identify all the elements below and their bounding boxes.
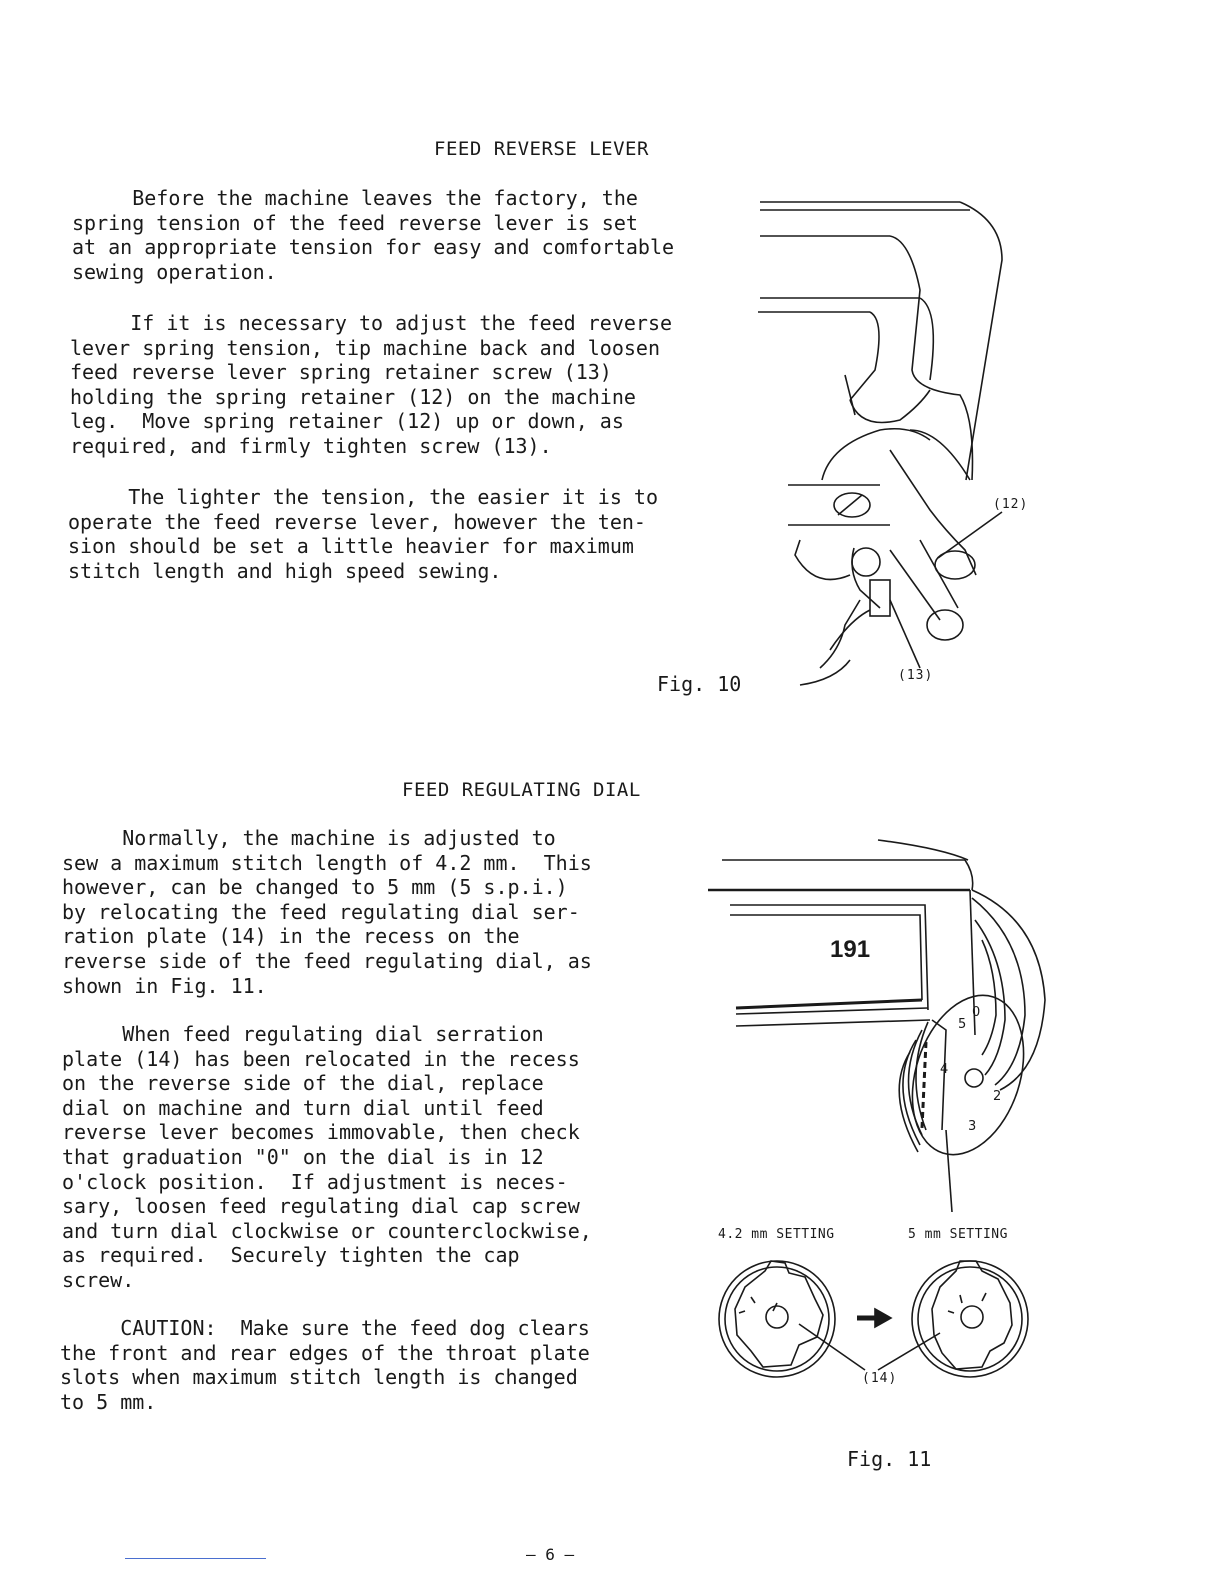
machine-model-number: 191: [830, 936, 871, 963]
fig10-lever-illustration: [740, 180, 1040, 700]
page-number: — 6 —: [526, 1545, 575, 1564]
leader-14: [795, 1318, 875, 1378]
section-title-feed-regulating-dial: FEED REGULATING DIAL: [402, 779, 641, 801]
dial-5mm-view: [900, 1255, 1050, 1385]
feed-reverse-paragraph-2: If it is necessary to adjust the feed reverse lever spring tension, tip machine back and loosen feed reverse lever spring retainer screw (13) holding the spring retainer (12) on the machine leg. Move spring retainer (12) up or down, as required, and firmly tighten screw (13).: [70, 311, 673, 458]
feed-dial-paragraph-1: Normally, the machine is adjusted to sew a maximum stitch length of 4.2 mm. This however, can be changed to 5 mm (5 s.p.i.) by relocating the feed regulating dial ser- ration plate (14) in the recess on the reverse side of the feed regulating dial, as shown in Fig. 11.: [62, 826, 592, 998]
section-title-feed-reverse-lever: FEED REVERSE LEVER: [434, 138, 649, 160]
feed-reverse-paragraph-3: The lighter the tension, the easier it is to operate the feed reverse lever, however the ten- sion should be set a little heavier for maximum stitch length and high speed sewing.: [68, 485, 659, 583]
dial-mark-3: 3: [968, 1119, 977, 1134]
callout-13: (13): [898, 668, 934, 683]
dial-mark-5: 5: [958, 1017, 967, 1032]
footer-rule: [125, 1558, 266, 1559]
feed-dial-paragraph-3: CAUTION: Make sure the feed dog clears the front and rear edges of the throat plate slots when maximum stitch length is changed to 5 mm.: [60, 1316, 590, 1414]
callout-14: (14): [862, 1371, 898, 1386]
label-4-2mm-setting: 4.2 mm SETTING: [718, 1227, 835, 1242]
fig-10-label: Fig. 10: [657, 672, 742, 696]
fig11-dial-illustration: [700, 830, 1060, 1220]
dial-mark-0: 0: [972, 1005, 981, 1020]
label-5mm-setting: 5 mm SETTING: [908, 1227, 1008, 1242]
callout-12: (12): [993, 497, 1029, 512]
feed-dial-paragraph-2: When feed regulating dial serration plate (14) has been relocated in the recess on the reverse side of the dial, replace dial on machine and turn dial until feed reverse lever becomes immovable, then check that graduation "0" on the dial is in 12 o'clock position. If adjustment is neces- sary, loosen feed regulating dial cap screw and turn dial clockwise or counterclockwise, as required. Securely tighten the cap screw.: [62, 1022, 592, 1292]
feed-reverse-paragraph-1: Before the machine leaves the factory, the spring tension of the feed reverse lever is set at an appropriate tension for easy and comfortable sewing operation.: [72, 186, 675, 284]
dial-mark-4: 4: [940, 1062, 949, 1077]
dial-mark-2: 2: [993, 1089, 1002, 1104]
fig-11-label: Fig. 11: [847, 1447, 932, 1471]
